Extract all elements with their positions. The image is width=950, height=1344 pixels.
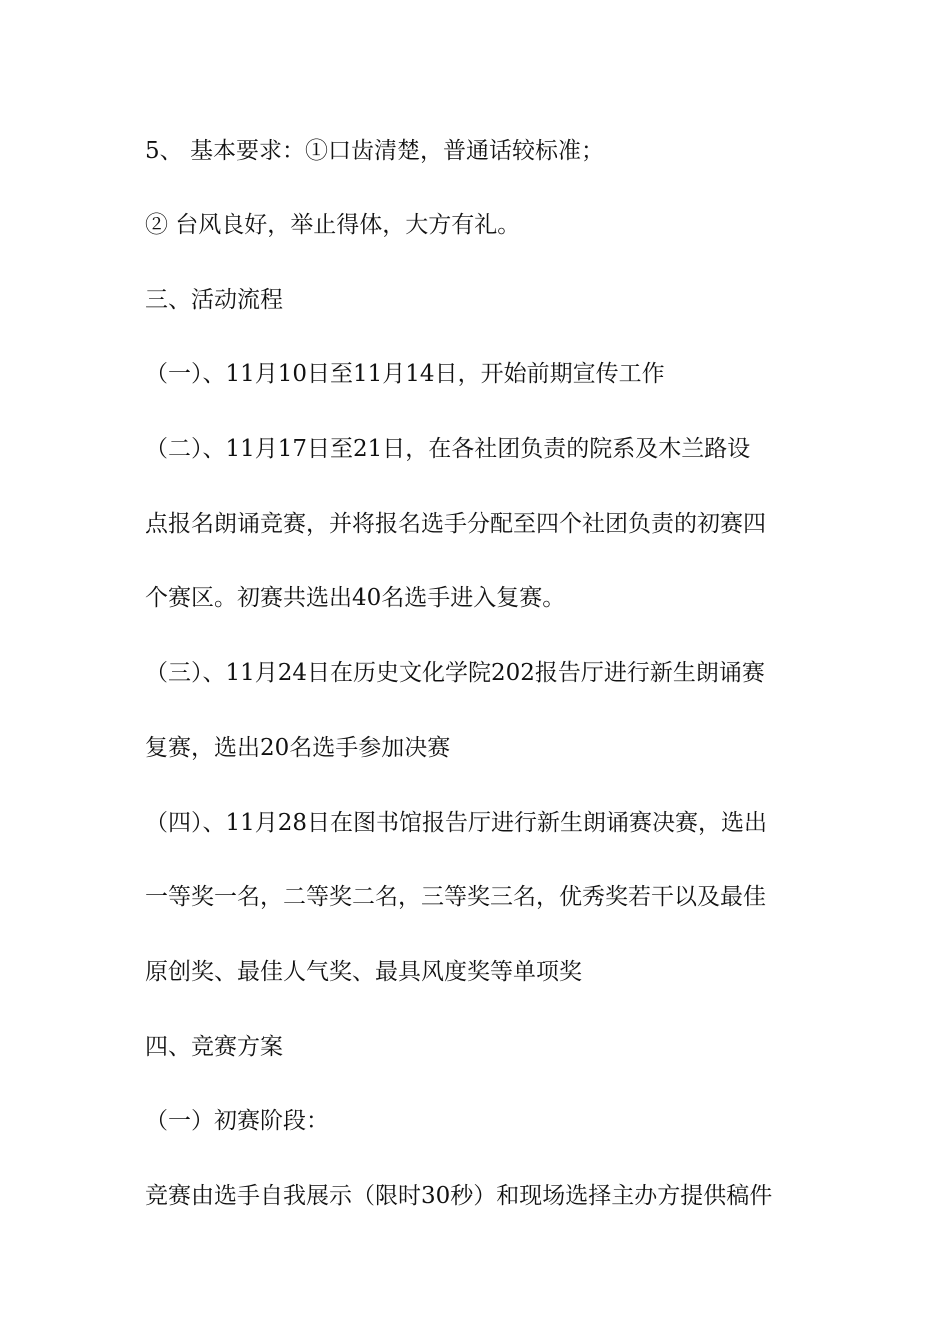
section-heading-competition-plan: 四、竞赛方案 [145,1034,283,1060]
flow-step-4-line-3: 原创奖、最佳人气奖、最具风度奖等单项奖 [145,959,582,985]
flow-step-1: （一）、11月10日至11月14日，开始前期宣传工作 [145,361,665,387]
subheading-preliminary-stage: （一）初赛阶段： [145,1108,329,1134]
flow-step-2-line-3: 个赛区。初赛共选出40名选手进入复赛。 [145,585,566,611]
requirement-line-1: 5、 基本要求：①口齿清楚，普通话较标准； [145,138,604,164]
flow-step-4-line-1: （四）、11月28日在图书馆报告厅进行新生朗诵赛决赛，选出 [145,810,768,836]
flow-step-4-line-2: 一等奖一名，二等奖二名，三等奖三名，优秀奖若干以及最佳 [145,884,766,910]
flow-step-3-line-1: （三）、11月24日在历史文化学院202报告厅进行新生朗诵赛 [145,660,765,686]
section-heading-activity-flow: 三、活动流程 [145,287,283,313]
preliminary-description-line: 竞赛由选手自我展示（限时30秒）和现场选择主办方提供稿件 [145,1183,773,1209]
flow-step-3-line-2: 复赛，选出20名选手参加决赛 [145,735,451,761]
flow-step-2-line-2: 点报名朗诵竞赛，并将报名选手分配至四个社团负责的初赛四 [145,511,766,537]
flow-step-2-line-1: （二）、11月17日至21日，在各社团负责的院系及木兰路设 [145,436,751,462]
requirement-line-2: ② 台风良好，举止得体，大方有礼。 [145,212,521,238]
